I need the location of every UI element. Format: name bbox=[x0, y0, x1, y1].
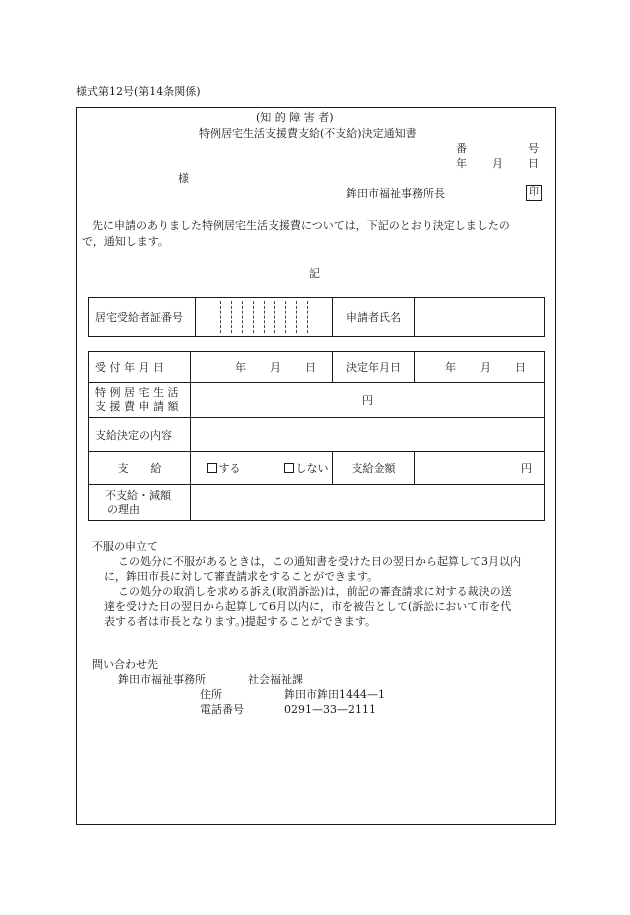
contact-address: 鉾田市鉾田1444—1 bbox=[284, 688, 385, 701]
applicant-name-field[interactable] bbox=[415, 298, 545, 337]
reason-field[interactable] bbox=[191, 485, 545, 521]
appeal-p2-line1: この処分の取消しを求める訴え(取消訴訟)は，前記の審査請求に対する裁決の送 bbox=[118, 585, 512, 598]
reason-label-2: の理由 bbox=[107, 502, 140, 516]
intro-line-2: で，通知します。 bbox=[82, 235, 169, 248]
apply-amount-label-2: 支 援 費 申 請 額 bbox=[95, 400, 179, 413]
applicant-name-label: 申請者氏名 bbox=[333, 298, 415, 337]
number-go: 号 bbox=[528, 142, 539, 155]
receipt-month: 月 bbox=[270, 361, 281, 374]
seal-stamp: 印 bbox=[526, 185, 542, 201]
date-day: 日 bbox=[528, 157, 539, 170]
pay-amount-label: 支給金額 bbox=[333, 452, 415, 485]
content-field[interactable] bbox=[191, 418, 545, 452]
category-label: (知 的 障 害 者) bbox=[256, 111, 334, 124]
checkbox-no[interactable] bbox=[284, 463, 294, 473]
date-month: 月 bbox=[492, 157, 503, 170]
pay-yen: 円 bbox=[521, 462, 532, 475]
decision-year: 年 bbox=[445, 361, 456, 374]
decision-date-label: 決定年月日 bbox=[333, 352, 415, 383]
receipt-day: 日 bbox=[305, 361, 316, 374]
certificate-table bbox=[88, 297, 545, 337]
appeal-p1-line1: この処分に不服があるときは，この通知書を受けた日の翌日から起算して3月以内 bbox=[118, 555, 521, 568]
recipient-sama: 様 bbox=[178, 172, 189, 185]
apply-amount-label-1: 特 例 居 宅 生 活 bbox=[95, 386, 179, 399]
contact-section: 社会福祉課 bbox=[248, 673, 303, 686]
receipt-date-label: 受 付 年 月 日 bbox=[89, 352, 191, 383]
issuer-name: 鉾田市福祉事務所長 bbox=[346, 187, 445, 200]
apply-amount-field[interactable] bbox=[191, 383, 545, 418]
pay-amount-field[interactable] bbox=[415, 452, 545, 485]
contact-office: 鉾田市福祉事務所 bbox=[118, 673, 206, 686]
contact-phone-label: 電話番号 bbox=[200, 703, 244, 716]
apply-yen: 円 bbox=[362, 394, 373, 407]
decision-month: 月 bbox=[480, 361, 491, 374]
receipt-date-field[interactable] bbox=[191, 352, 333, 383]
date-year: 年 bbox=[456, 157, 467, 170]
appeal-p2-line3: 表する者は市長となります。)提起することができます。 bbox=[104, 615, 377, 628]
appeal-heading: 不服の申立て bbox=[92, 540, 158, 553]
number-ban: 番 bbox=[456, 142, 467, 155]
option-yes-label: する bbox=[218, 462, 241, 475]
receipt-year: 年 bbox=[235, 361, 246, 374]
reason-label bbox=[89, 485, 191, 521]
apply-amount-label bbox=[89, 383, 191, 418]
decision-date-field[interactable] bbox=[415, 352, 545, 383]
option-no-label: しない bbox=[295, 462, 329, 475]
appeal-p2-line2: 達を受けた日の翌日から起算して6月以内に，市を被告として(訴訟において市を代 bbox=[104, 600, 512, 613]
cert-number-boxes[interactable] bbox=[196, 298, 333, 337]
decision-table bbox=[88, 351, 545, 521]
form-number-label: 様式第12号(第14条関係) bbox=[76, 85, 201, 98]
ki-label: 記 bbox=[309, 267, 320, 280]
contact-phone: 0291—33—2111 bbox=[284, 703, 376, 716]
reason-label-1: 不支給・減額 bbox=[105, 488, 171, 502]
contact-heading: 問い合わせ先 bbox=[92, 658, 158, 671]
checkbox-yes[interactable] bbox=[207, 463, 217, 473]
contact-address-label: 住所 bbox=[200, 688, 222, 701]
content-label: 支給決定の内容 bbox=[89, 418, 191, 452]
appeal-p1-line2: に，鉾田市長に対して審査請求をすることができます。 bbox=[104, 570, 379, 583]
intro-line-1: 先に申請のありました特例居宅生活支援費については，下記のとおり決定しましたの bbox=[92, 219, 510, 232]
payment-options bbox=[191, 452, 333, 485]
document-title: 特例居宅生活支援費支給(不支給)決定通知書 bbox=[199, 127, 417, 140]
payment-label: 支 給 bbox=[89, 452, 191, 485]
decision-day: 日 bbox=[515, 361, 526, 374]
cert-number-label: 居宅受給者証番号 bbox=[89, 298, 196, 337]
